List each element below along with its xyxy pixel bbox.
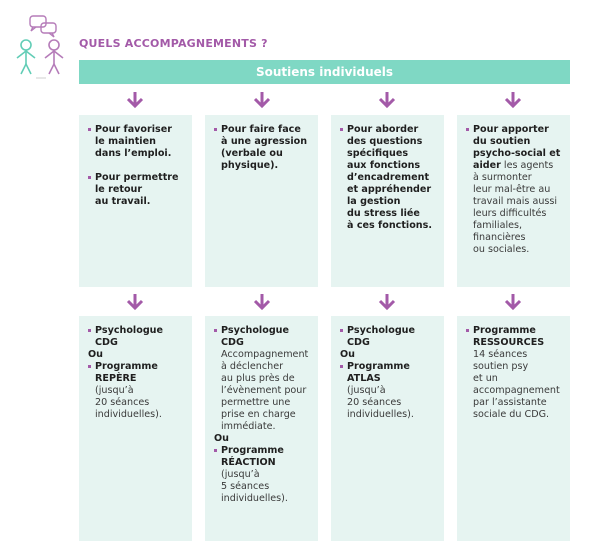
- people-talking-icon: [14, 14, 70, 86]
- program-item: Programme RESSOURCES 14 séances soutien psy et un accompagnement par l’assistante sociale du CDG.: [466, 325, 562, 421]
- objective-item: Pour aborder des questions spécifiques aux fonctions d’encadrement et appréhender la gestion du stress liée à ces fonctions.: [340, 124, 436, 232]
- arrow-down-icon: [252, 90, 272, 110]
- program-box-3: [331, 316, 444, 541]
- objective-item: Pour permettre le retour au travail.: [88, 172, 184, 208]
- arrow-down-icon: [503, 292, 523, 312]
- arrow-down-icon: [252, 292, 272, 312]
- program-item: Psychologue CDG: [340, 325, 436, 349]
- objective-box-4: [457, 115, 570, 287]
- arrow-down-icon: [377, 292, 397, 312]
- or-label: Ou: [88, 349, 103, 360]
- or-label: Ou: [214, 433, 229, 444]
- program-item: Programme ATLAS (jusqu’à 20 séances individuelles).: [340, 361, 436, 421]
- program-box-4: [457, 316, 570, 541]
- program-item: Psychologue CDG: [88, 325, 184, 349]
- objective-box-1: [79, 115, 192, 287]
- objective-box-3: [331, 115, 444, 287]
- program-box-2: [205, 316, 318, 541]
- section-banner: Soutiens individuels: [79, 60, 570, 84]
- objective-item: Pour faire face à une agression (verbale ou physique).: [214, 124, 310, 172]
- objective-item: Pour apporter du soutien psycho-social et aider les agents à surmonter leur mal-être au travail mais aussi leurs difficultés familiales, financières ou sociales.: [466, 124, 562, 256]
- program-box-1: [79, 316, 192, 541]
- or-label: Ou: [340, 349, 355, 360]
- objective-box-2: [205, 115, 318, 287]
- program-item: Psychologue CDG Accompagnement à déclencher au plus près de l’évènement pour permettre une prise en charge immédiate.: [214, 325, 310, 433]
- arrow-down-icon: [125, 292, 145, 312]
- objective-item: Pour favoriser le maintien dans l’emploi.: [88, 124, 184, 160]
- arrow-down-icon: [125, 90, 145, 110]
- program-item: Programme RÉACTION (jusqu’à 5 séances individuelles).: [214, 445, 310, 505]
- arrow-down-icon: [503, 90, 523, 110]
- program-item: Programme REPÈRE (jusqu’à 20 séances individuelles).: [88, 361, 184, 421]
- page-title: QUELS ACCOMPAGNEMENTS ?: [79, 37, 268, 50]
- arrow-down-icon: [377, 90, 397, 110]
